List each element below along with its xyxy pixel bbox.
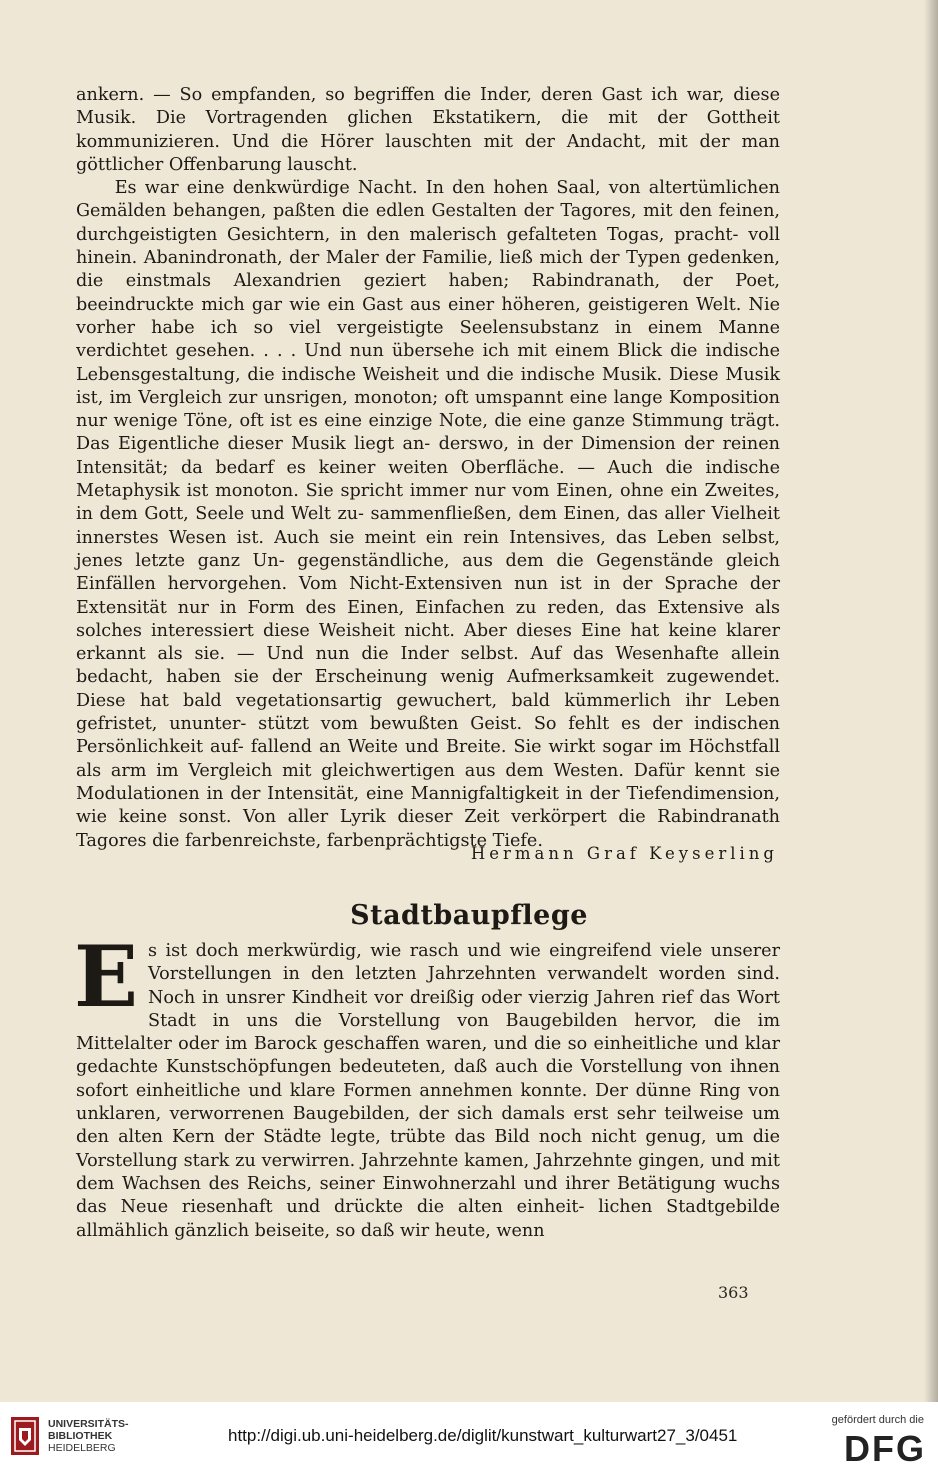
university-seal-icon — [10, 1416, 40, 1456]
footer-bar — [0, 1402, 938, 1474]
paragraph: Es war eine denkwürdige Nacht. In den hohen Saal, von altertümlichen Gemälden behangen, paßten die edlen Gestalten der Tagores, mit den feinen, durchgeistigten Gesichtern, in den malerisch gefalteten Togas, pracht- voll hinein. Abanindronath, der Maler der Familie, ließ mich der Typen gedenken, die einstmals Alexandrien geziert haben; Rabindranath, der Poet, beeindruckte mich gar wie ein Gast aus einer höheren, geistigeren Welt. Nie vorher habe ich so viel vergeistigte Seelensubstanz in einem Manne verdichtet gesehen. . . . Und nun übersehe ich mit einem Blick die indische Lebensgestaltung, die indische Weisheit und die indische Musik. Diese Musik ist, im Vergleich zur unsrigen, monoton; oft umspannt eine lange Komposition nur wenige Töne, oft ist es eine einzige Note, die eine ganze Stimmung trägt. Das Eigentliche dieser Musik liegt an- derswo, in der Dimension der reinen Intensität; da bedarf es keiner weiten Oberfläche. — Auch die indische Metaphysik ist monoton. Sie spricht immer nur vom Einen, ohne ein Zweites, in dem Gott, Seele und Welt zu- sammenfließen, dem Einen, das aller Vielheit innerstes Wesen ist. Auch sie meint ein rein Intensives, das Leben selbst, jenes letzte ganz Un- gegenständliche, aus dem die Gegenstände gleich Einfällen hervorgehen. Vom Nicht-Extensiven nun ist in der Sprache der Extensität nur in Form des Einen, Einfachen zu reden, das Extensive als solches interessiert diese Weisheit nicht. Aber dieses Eine hat keine klarer erkannt als sie. — Und nun die Inder selbst. Auf das Wesenhafte allein bedacht, haben sie der Erscheinung wenig Aufmerksamkeit zugewendet. Diese hat bald vegetationsartig gewuchert, bald kümmerlich ihr Leben gefristet, ununter- stützt vom bewußten Geist. So fehlt es der indischen Persönlichkeit auf- fallend an Weite und Breite. Sie wirkt sogar im Höchstfall als arm im Vergleich mit gleichwertigen aus dem Westen. Dafür kennt sie Modulationen in der Intensität, eine Mannigfaltigkeit in der Tiefendimension, wie keine sonst. Von aller Lyrik dieser Zeit verkörpert die Rabindranath Tagores die farbenreichste, farbenprächtigste Tiefe. — [76, 178, 780, 851]
drop-cap: E — [74, 927, 139, 1026]
source-url-link[interactable]: http://digi.ub.uni-heidelberg.de/diglit/kunstwart_kulturwart27_3/0451 — [228, 1426, 738, 1445]
author-signature: Hermann Graf Keyserling — [470, 844, 778, 863]
page-number: 363 — [718, 1283, 749, 1302]
paragraph: ankern. — So empfanden, so begriffen die Inder, deren Gast ich war, diese Musik. Die Vortragenden glichen Ekstatikern, die mit der Gottheit kommunizieren. Und die Hörer lauschten mit der Andacht, mit der man göttlicher Offenbarung lauscht. — [76, 85, 780, 175]
article-heading: Stadtbaupflege — [350, 900, 588, 931]
essay-text — [76, 84, 780, 853]
article-text — [74, 927, 780, 1243]
library-name: UNIVERSITÄTS- BIBLIOTHEK HEIDELBERG — [48, 1418, 129, 1454]
dfg-logo: DFG — [844, 1428, 926, 1469]
funder-caption: gefördert durch die — [831, 1414, 924, 1426]
paragraph-body: s ist doch merkwürdig, wie rasch und wie eingreifend viele unserer Vorstellungen in den letzten Jahrzehnten verwandelt worden sind. Noch in unsrer Kindheit vor dreißig oder vierzig Jahren rief das Wort Stadt in uns die Vorstellung von Baugebilden hervor, die im Mittelalter oder im Barock geschaffen waren, und die so einheitliche und klar gedachte Kunstschöpfungen bedeuteten, daß auch die Vorstellung von ihnen sofort einheitliche und klare Formen annehmen konnte. Der dünne Ring von unklaren, verworrenen Baugebilden, der sich damals erst sehr teilweise um den alten Kern der Städte legte, trübte das Bild noch nicht genug, um die Vorstellung stark zu verwirren. Jahrzehnte kamen, Jahrzehnte gingen, und mit dem Wachsen des Reichs, seiner Einwohnerzahl und ihrer Betätigung wuchs das Neue riesenhaft und drückte die alten einheit- lichen Stadtgebilde allmählich gänzlich beiseite, so daß wir heute, wenn — [76, 941, 780, 1241]
paragraph — [74, 927, 780, 1243]
